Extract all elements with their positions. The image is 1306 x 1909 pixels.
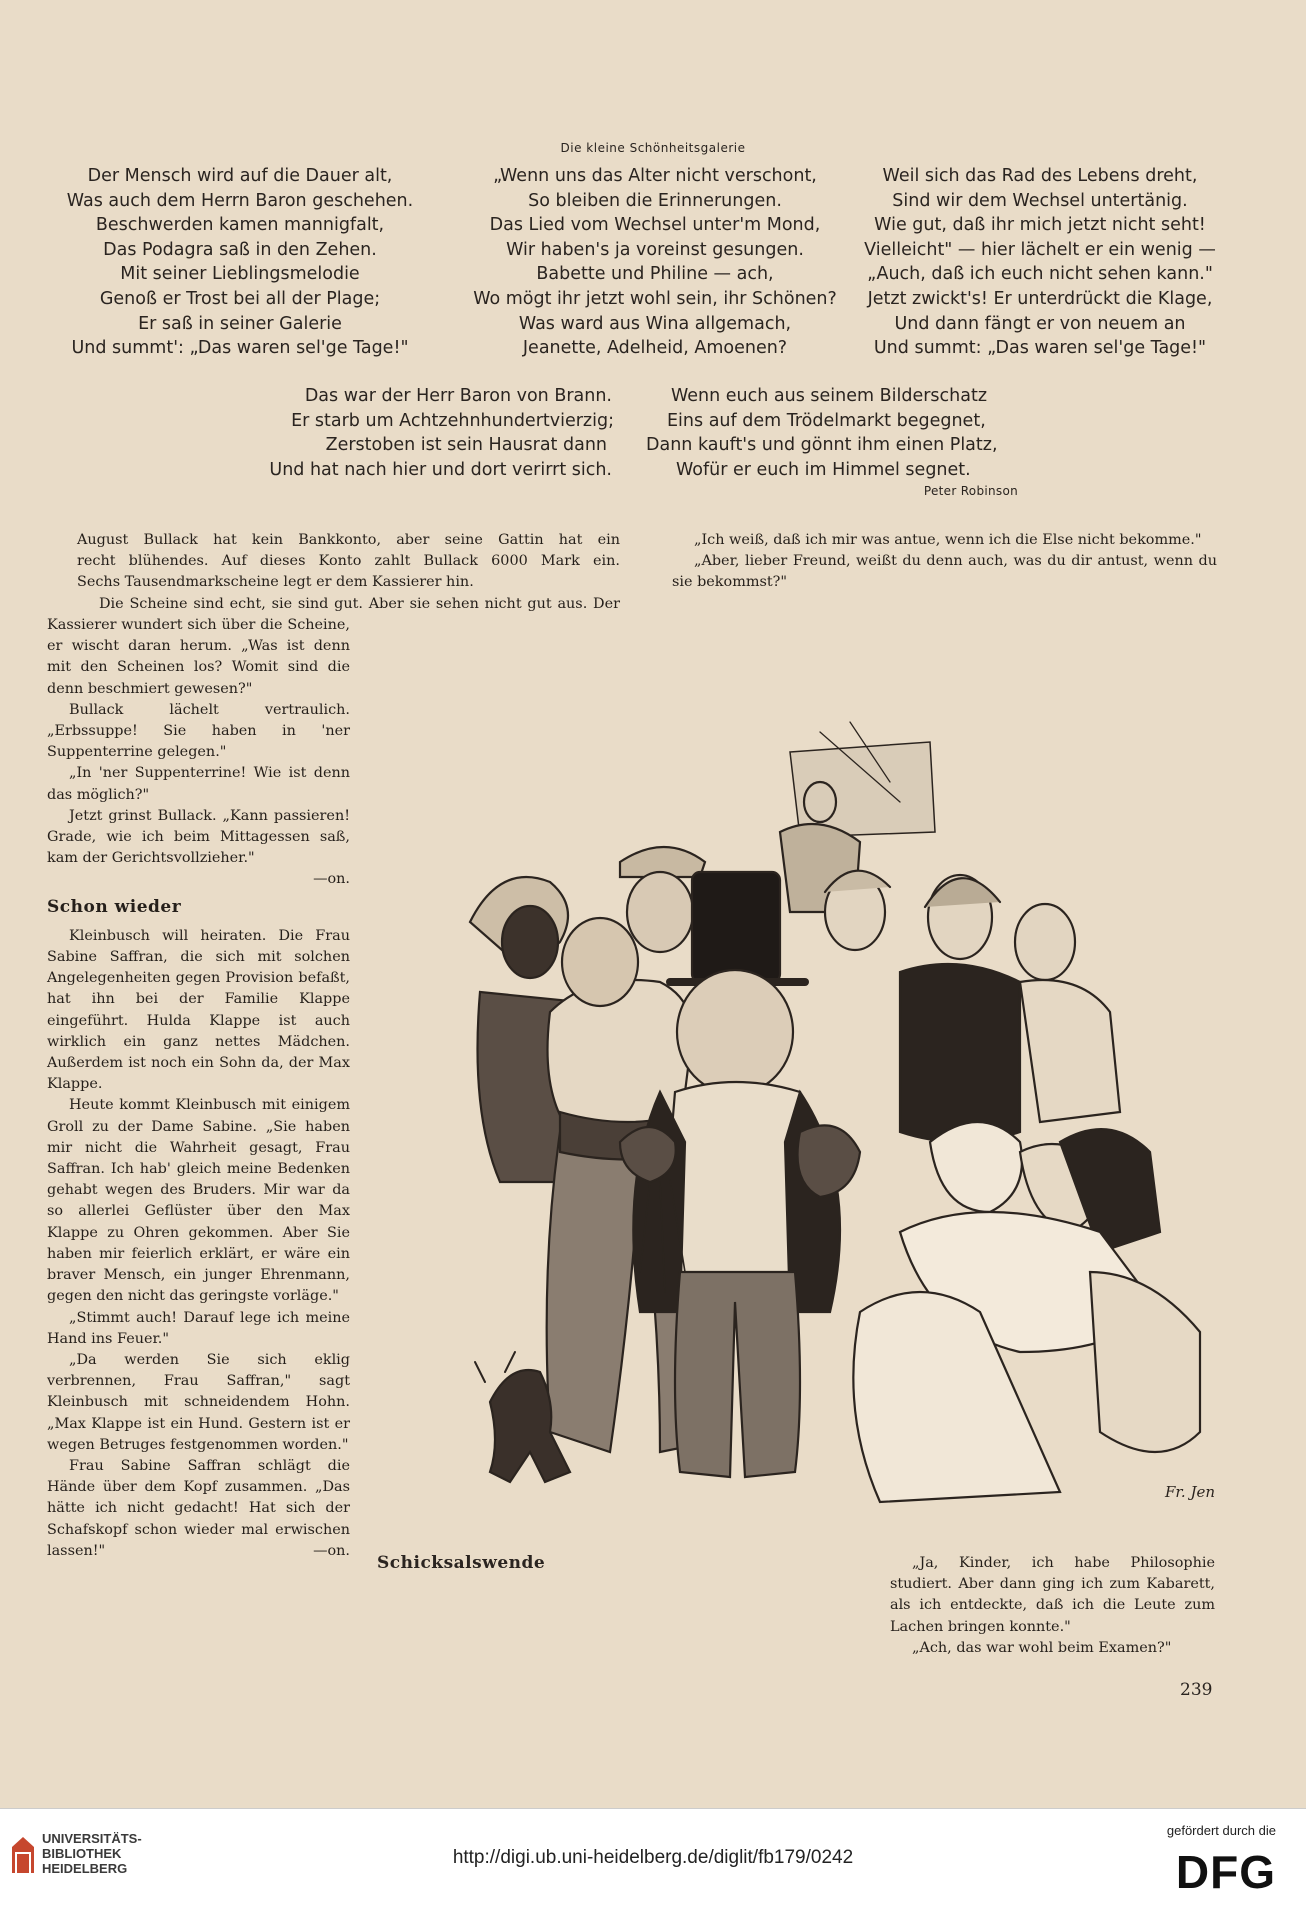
poem-line: „Auch, daß ich euch nicht sehen kann." — [867, 264, 1213, 285]
poem-column-3 — [830, 164, 1250, 361]
poem-line: Wofür er euch im Himmel segnet. — [676, 459, 971, 480]
story3 — [672, 530, 1217, 594]
poem-line: Wo mögt ihr jetzt wohl sein, ihr Schönen? — [473, 288, 837, 309]
paragraph: Bullack lächelt vertraulich. „Erbssuppe! Sie haben in 'ner Suppenterrine gelegen." — [47, 701, 350, 761]
poem-line: Jeanette, Adelheid, Amoenen? — [522, 338, 788, 359]
poem-line: Das Lied vom Wechsel unter'm Mond, — [489, 215, 821, 236]
poem-line: Und summt: „Das waren sel'ge Tage!" — [873, 338, 1207, 359]
story1-wide — [77, 530, 620, 615]
poem-line: Dann kauft's und gönnt ihm einen Platz, — [646, 435, 998, 456]
paragraph: „Ja, Kinder, ich habe Philosophie studiert. Aber dann ging ich zum Kabarett, als ich entdeckte, daß ich die Leute zum Lachen bringen konnte." — [890, 1555, 1215, 1635]
poem-line: Er saß in seiner Galerie — [138, 313, 342, 334]
left-column — [47, 615, 350, 1562]
footer-bar — [0, 1808, 1306, 1909]
artist-signature: Fr. Jen — [1165, 1483, 1216, 1501]
prose-line: Die Scheine sind echt, sie sind gut. Aber sie sehen nicht gut aus. Der — [99, 595, 620, 612]
poem-line: Eins auf dem Trödelmarkt begegnet, — [667, 410, 986, 431]
prose-line: recht blühendes. Auf dieses Konto zahlt Bullack 6000 Mark ein. — [77, 553, 620, 570]
paragraph: „Aber, lieber Freund, weißt du denn auch, was du dir antust, wenn du sie bekommst?" — [672, 553, 1217, 591]
gallery-title: Die kleine Schönheitsgalerie — [560, 141, 746, 155]
poem-line: Weil sich das Rad des Lebens dreht, — [882, 166, 1198, 186]
paragraph: „Ach, das war wohl beim Examen?" — [912, 1639, 1172, 1656]
signature: —on. — [313, 1542, 350, 1559]
poem-line: Beschwerden kamen mannigfalt, — [95, 215, 385, 236]
poem-line: Was auch dem Herrn Baron geschehen. — [66, 190, 414, 211]
story-heading: Schon wieder — [47, 896, 182, 917]
paragraph: „Stimmt auch! Darauf lege ich meine Hand ins Feuer." — [47, 1309, 350, 1347]
poem-line: Und summt': „Das waren sel'ge Tage!" — [71, 338, 409, 359]
signature: —on. — [313, 871, 350, 888]
poem-line: Mit seiner Lieblingsmelodie — [120, 264, 360, 285]
paragraph: Heute kommt Kleinbusch mit einigem Groll zu der Dame Sabine. „Sie haben mir nicht die Wahrheit gesagt, Frau Saffran. Ich hab' gleich meine Bedenken gehabt wegen des Bruders. Mir war da so allerlei Geflüster über den Max Klappe zu Ohren gekommen. Aber Sie haben mir feierlich erklärt, er wäre ein braver Mensch, ein junger Ehrenmann, gegen den nicht das geringste vorläge." — [47, 1097, 350, 1305]
poem-line: Und hat nach hier und dort verirrt sich. — [269, 459, 612, 480]
poem-line: Das Podagra saß in den Zehen. — [103, 239, 377, 260]
poem-line: Wie gut, daß ihr mich jetzt nicht seht! — [874, 215, 1206, 236]
poem-line: Der Mensch wird auf die Dauer alt, — [87, 166, 393, 186]
poem-line: Genoß er Trost bei all der Plage; — [99, 288, 381, 309]
poem-line: Zerstoben ist sein Hausrat dann — [325, 435, 607, 456]
paragraph: „Ich weiß, daß ich mir was antue, wenn ich die Else nicht bekomme." — [694, 532, 1202, 548]
poem-line: „Wenn uns das Alter nicht verschont, — [493, 166, 817, 186]
story-heading: Schicksalswende — [377, 1553, 546, 1573]
poem-line: Sind wir dem Wechsel untertänig. — [892, 190, 1188, 211]
page-url[interactable]: http://digi.ub.uni-heidelberg.de/diglit/fb179/0242 — [452, 1847, 854, 1868]
university-name: UNIVERSITÄTS- BIBLIOTHEK HEIDELBERG — [42, 1831, 142, 1876]
prose-line: Sechs Tausendmarkscheine legt er dem Kassierer hin. — [77, 574, 474, 591]
paragraph: Frau Sabine Saffran schlägt die Hände über dem Kopf zusammen. „Das hätte ich nicht gedacht! Hat sich der Schafskopf schon wieder mal erwischen lassen!" — [47, 1457, 350, 1559]
poem-column-2 — [445, 164, 865, 361]
poem-column-4 — [250, 384, 640, 482]
poem-line: Was ward aus Wina allgemach, — [518, 313, 792, 334]
funded-by-label: gefördert durch die — [1166, 1823, 1276, 1838]
poem-line: Babette und Philine — ach, — [536, 264, 774, 285]
poem-line: Wir haben's ja voreinst gesungen. — [506, 239, 804, 260]
paragraph: Jetzt grinst Bullack. „Kann passieren! Grade, wie ich beim Mittagessen saß, kam der Gerichtsvollzieher." — [47, 807, 350, 867]
poem-line: Das war der Herr Baron von Brann. — [304, 386, 612, 406]
poem-line: Jetzt zwickt's! Er unterdrückt die Klage, — [867, 288, 1213, 309]
poem-author: Peter Robinson — [923, 484, 1018, 498]
story4 — [890, 1553, 1215, 1659]
poem-line: Und dann fängt er von neuem an — [894, 313, 1186, 334]
poem-line: So bleiben die Erinnerungen. — [528, 190, 782, 211]
poem-line: Vielleicht" — hier lächelt er ein wenig — — [864, 239, 1216, 260]
paragraph: „In 'ner Suppenterrine! Wie ist denn das möglich?" — [47, 765, 350, 803]
poem-line: Wenn euch aus seinem Bilderschatz — [671, 386, 988, 406]
poem-line: Er starb um Achtzehnhundertvierzig; — [291, 410, 614, 431]
paragraph: Kleinbusch will heiraten. Die Frau Sabine Saffran, die sich mit solchen Angelegenheiten gegen Provision befaßt, hat ihn bei der Familie Klappe eingeführt. Hulda Klappe ist auch wirklich ein ganz nettes Mädchen. Außerdem ist noch ein Sohn da, der Max Klappe. — [47, 927, 350, 1093]
poem-column-5 — [644, 384, 1064, 482]
poem-column-1 — [40, 164, 440, 361]
paragraph: Kassierer wundert sich über die Scheine, er wischt daran herum. „Was ist denn mit den Scheinen los? Womit sind die denn beschmiert gewesen?" — [47, 617, 350, 697]
paragraph: „Da werden Sie sich eklig verbrennen, Frau Saffran," sagt Kleinbusch mit schneidendem Hohn. „Max Klappe ist ein Hund. Gestern ist er wegen Betruges festgenommen worden." — [47, 1351, 350, 1453]
prose-line: August Bullack hat kein Bankkonto, aber seine Gattin hat ein — [77, 532, 620, 548]
page-number: 239 — [1180, 1680, 1213, 1700]
cabaret-illustration — [460, 712, 1230, 1532]
dfg-logo: DFG — [1175, 1846, 1276, 1898]
